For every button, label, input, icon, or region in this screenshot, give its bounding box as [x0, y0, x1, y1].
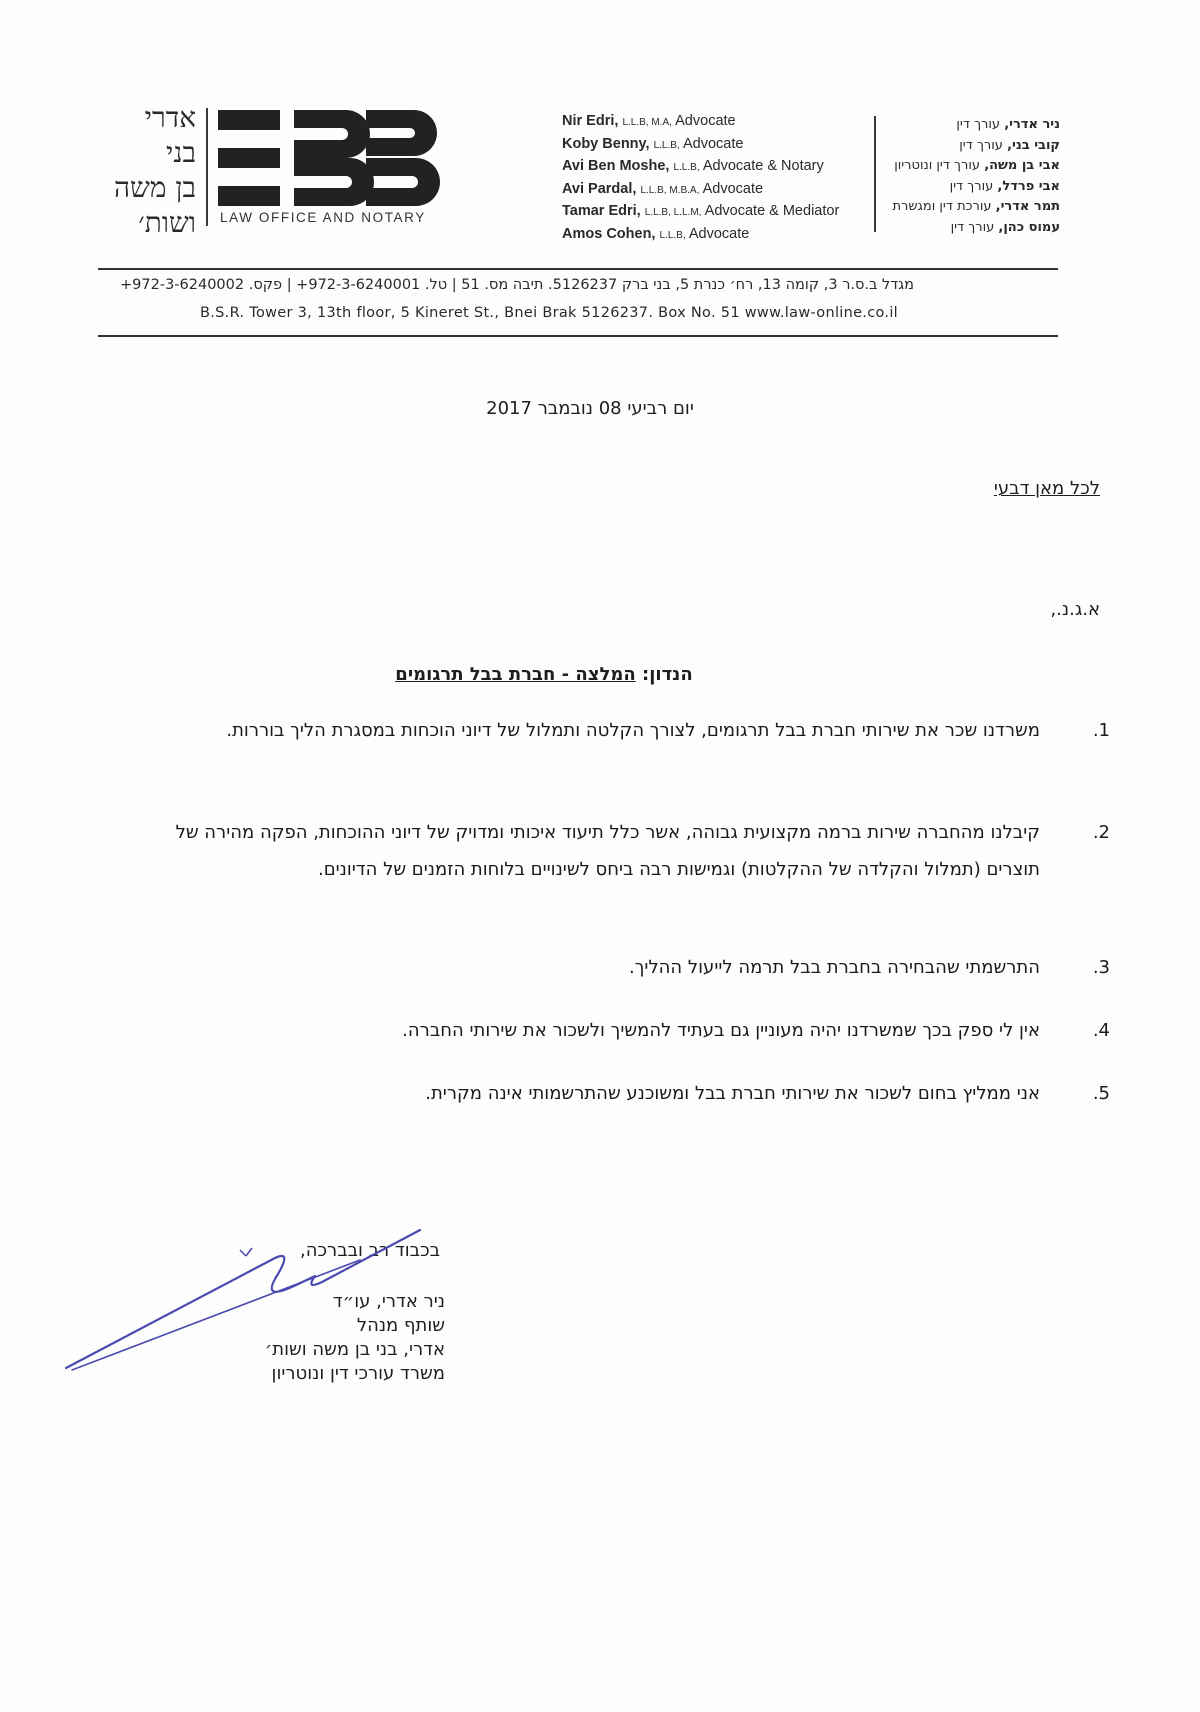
firm-name-hebrew [96, 100, 196, 240]
firm-name-line: בן משה [113, 171, 196, 204]
item-text: קיבלנו מהחברה שירות ברמה מקצועית גבוהה, אשר כלל תיעוד איכותי ומדויק של דיוני ההוכחות, הפקה מהירה של תוצרים (תמלול והקלדה של ההקלטות) וגמישות רבה ביחס לשינויים בלוחות הזמנים של הדיונים. [175, 822, 1040, 880]
letter-subject [320, 664, 768, 685]
signature-line: אדרי, בני בן משה ושות׳ [264, 1339, 445, 1360]
subject-title: המלצה - חברת בבל תרגומים [395, 664, 636, 685]
item-number: 2. [1092, 822, 1110, 843]
partners-english [562, 111, 882, 246]
signature-line: משרד עורכי דין ונוטריון [271, 1363, 445, 1384]
letter-date: יום רביעי 08 נובמבר 2017 [486, 398, 694, 419]
letter-recipient: לכל מאן דבעי [993, 478, 1100, 499]
item-number: 1. [1092, 720, 1110, 741]
letter-salutation: א.ג.נ., [1050, 599, 1100, 620]
partner-he-row: אבי בן משה, עורך דין ונוטריון [894, 158, 1060, 173]
address-hebrew: מגדל ב.ס.ר 3, קומה 13, רח׳ כנרת 5, בני ברק 5126237. תיבה מס. 51 | טל. 972-3-6240001+ | פקס. 972-3-6240002+ [120, 277, 914, 293]
partner-he-row: תמר אדרי, עורכת דין ומגשרת [892, 199, 1060, 214]
item-text: אין לי ספק בכך שמשרדנו יהיה מעוניין גם בעתיד להמשיך ולשכור את שירותי החברה. [402, 1020, 1040, 1041]
partners-hebrew [884, 115, 1060, 238]
partner-he-row: אבי פרדל, עורך דין [949, 178, 1060, 194]
firm-name-line: ושות׳ [138, 206, 196, 239]
firm-name-line: בני [166, 136, 196, 169]
partner-he-row: קובי בני, עורך דין [959, 137, 1060, 153]
header-rule-bottom [98, 335, 1058, 337]
item-text: התרשמתי שהבחירה בחברת בבל תרמה לייעול ההליך. [629, 957, 1040, 978]
signature-line: שותף מנהל [356, 1315, 445, 1336]
item-number: 4. [1092, 1020, 1110, 1041]
item-number: 5. [1092, 1083, 1110, 1104]
item-text: אני ממליץ בחום לשכור את שירותי חברת בבל ומשוכנע שהתרשמותי אינה מקרית. [425, 1083, 1040, 1104]
partner-he-row: ניר אדרי, עורך דין [956, 117, 1060, 132]
address-english: B.S.R. Tower 3, 13th floor, 5 Kineret St., Bnei Brak 5126237. Box No. 51 www.law-online.co.il [200, 305, 898, 321]
firm-tagline: LAW OFFICE AND NOTARY [220, 210, 426, 225]
firm-name-line: אדרי [144, 101, 196, 134]
firm-logo [218, 110, 440, 206]
letter-closing: בכבוד רב ובברכה, [300, 1240, 440, 1261]
handwritten-signature [60, 1220, 460, 1380]
item-number: 3. [1092, 957, 1110, 978]
letterhead-divider [206, 108, 208, 226]
partner-en-row: Avi Pardal, L.L.B, M.B.A, Advocate [562, 180, 764, 197]
partner-en-row: Tamar Edri, L.L.B, L.L.M, Advocate & Mediator [562, 203, 840, 219]
partner-he-row: עמוס כהן, עורך דין [950, 219, 1060, 235]
signature-line: ניר אדרי, עו״ד [332, 1291, 445, 1312]
partners-divider [874, 116, 876, 232]
partner-en-row: Avi Ben Moshe, L.L.B, Advocate & Notary [562, 158, 824, 174]
partner-en-row: Nir Edri, L.L.B, M.A, Advocate [562, 113, 736, 129]
subject-prefix: הנדון: [642, 664, 693, 685]
partner-en-row: Amos Cohen, L.L.B, Advocate [562, 225, 750, 242]
item-text: משרדנו שכר את שירותי חברת בבל תרגומים, לצורך הקלטה ותמלול של דיוני הוכחות במסגרת הליך בוררות. [226, 720, 1040, 741]
header-rule-top [98, 268, 1058, 270]
partner-en-row: Koby Benny, L.L.B, Advocate [562, 135, 744, 152]
